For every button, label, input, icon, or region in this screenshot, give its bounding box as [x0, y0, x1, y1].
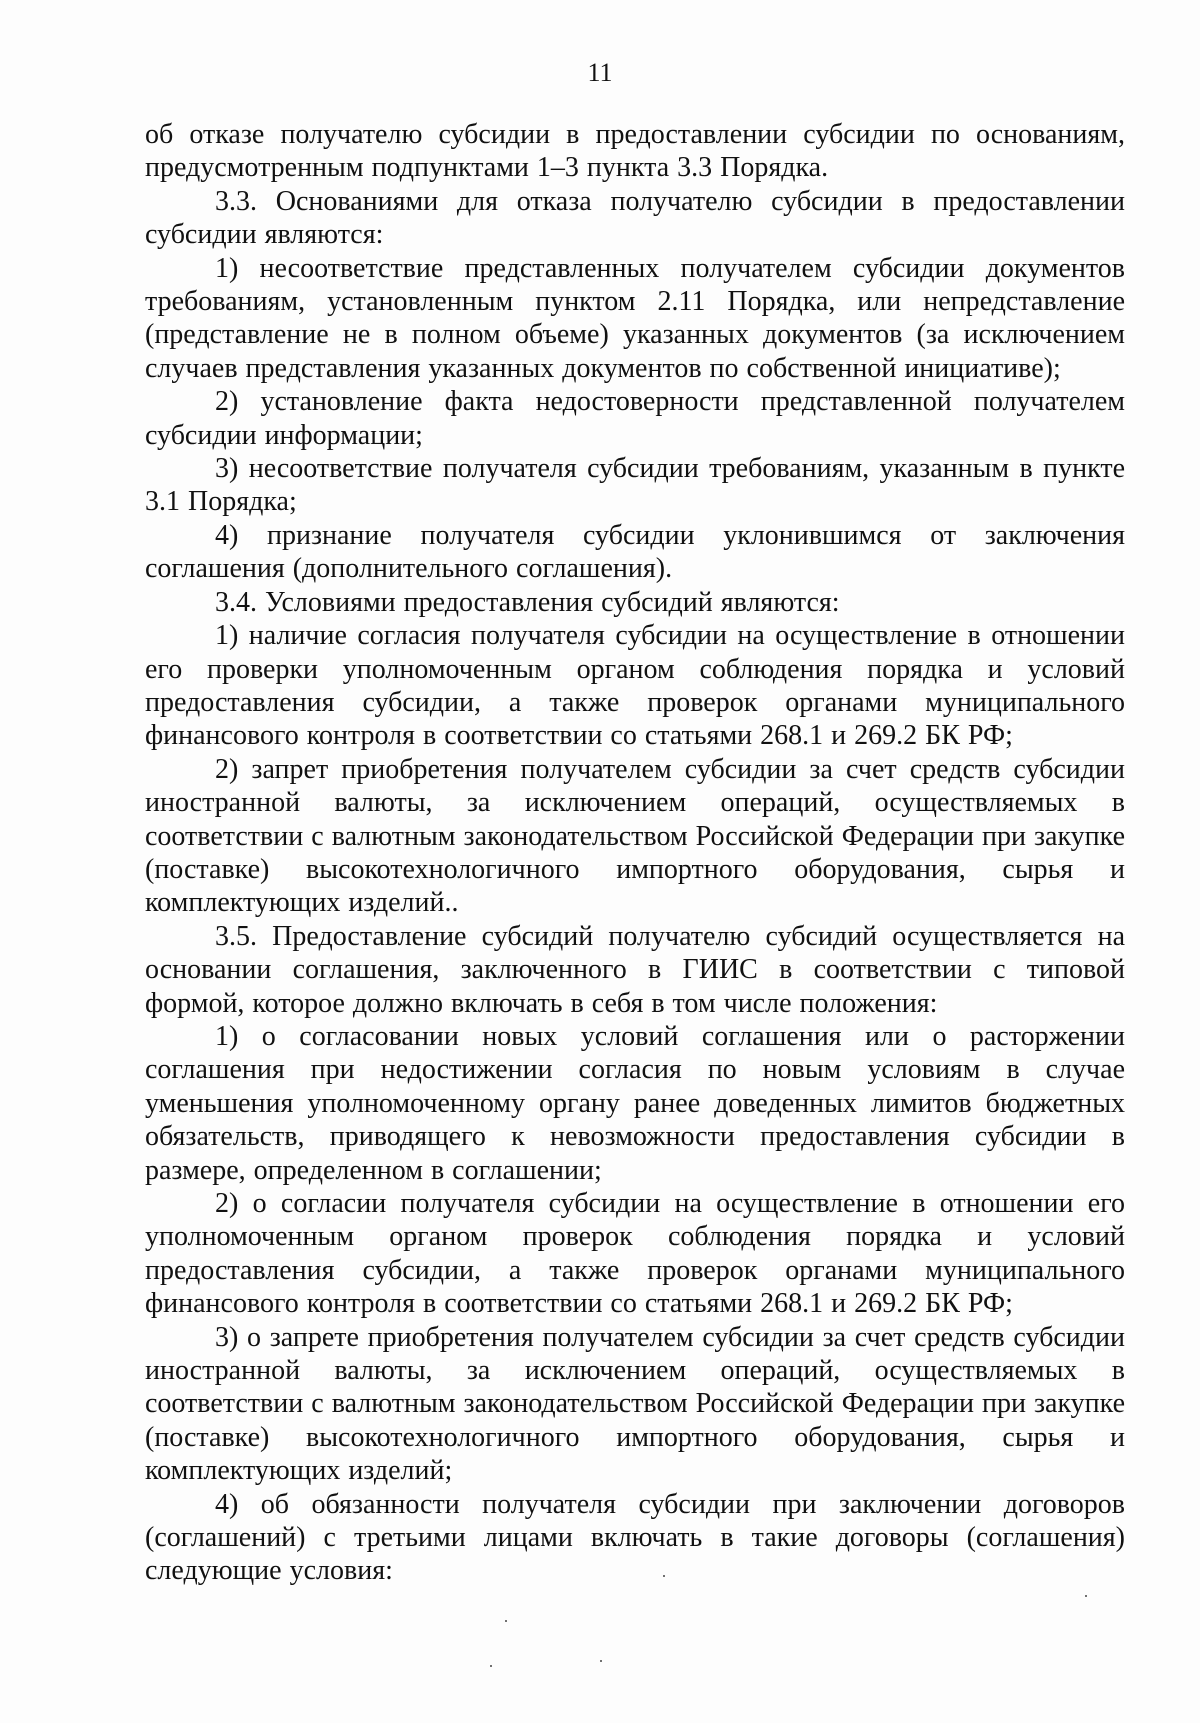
paragraph-continuation: об отказе получателю субсидии в предоставлении субсидии по основаниям, предусмотренным подпунктами 1–3 пункта 3.3 Порядка.	[145, 119, 1125, 184]
document-body	[145, 118, 1125, 1588]
scan-speck	[600, 1660, 602, 1662]
paragraph-3-5-heading: 3.5. Предоставление субсидий получателю субсидий осуществляется на основании соглашения, заключенного в ГИИС в соответствии с типовой формой, которое должно включать в себя в том числе положения:	[145, 920, 1125, 1019]
scan-speck	[1085, 1595, 1087, 1597]
paragraph-3-4-item-2: 2) запрет приобретения получателем субсидии за счет средств субсидии иностранной валюты, за исключением операций, осуществляемых в соответствии с валютным законодательством Российской Федерации при закупке (поставке) высокотехнологичного импортного оборудования, сырья и комплектующих изделий..	[145, 753, 1125, 919]
scan-speck	[663, 1575, 665, 1577]
paragraph-3-5-item-3: 3) о запрете приобретения получателем субсидии за счет средств субсидии иностранной валюты, за исключением операций, осуществляемых в соответствии с валютным законодательством Российской Федерации при закупке (поставке) высокотехнологичного импортного оборудования, сырья и комплектующих изделий;	[145, 1321, 1125, 1487]
scan-speck	[490, 1665, 492, 1667]
paragraph-3-3-heading: 3.3. Основаниями для отказа получателю субсидии в предоставлении субсидии являются:	[145, 185, 1125, 251]
paragraph-3-3-item-1: 1) несоответствие представленных получателем субсидии документов требованиям, установленным пунктом 2.11 Порядка, или непредставление (представление не в полном объеме) указанных документов (за исключением случаев представления указанных документов по собственной инициативе);	[145, 252, 1125, 384]
paragraph-3-3-item-4: 4) признание получателя субсидии уклонившимся от заключения соглашения (дополнительного соглашения).	[145, 519, 1125, 585]
paragraph-3-3-item-2: 2) установление факта недостоверности представленной получателем субсидии информации;	[145, 386, 1125, 451]
paragraph-3-5-item-4: 4) об обязанности получателя субсидии при заключении договоров (соглашений) с третьими лицами включать в такие договоры (соглашения) следующие условия:	[145, 1488, 1125, 1587]
paragraph-3-5-item-1: 1) о согласовании новых условий соглашения или о расторжении соглашения при недостижении согласия по новым условиям в случае уменьшения уполномоченному органу ранее доведенных лимитов бюджетных обязательств, приводящего к невозможности предоставления субсидии в размере, определенном в соглашении;	[145, 1020, 1125, 1186]
paragraph-3-4-item-1: 1) наличие согласия получателя субсидии на осуществление в отношении его проверки уполномоченным органом соблюдения порядка и условий предоставления субсидии, а также проверок органами муниципального финансового контроля в соответствии со статьями 268.1 и 269.2 БК РФ;	[145, 620, 1125, 752]
paragraph-3-5-item-2: 2) о согласии получателя субсидии на осуществление в отношении его уполномоченным органом проверок соблюдения порядка и условий предоставления субсидии, а также проверок органами муниципального финансового контроля в соответствии со статьями 268.1 и 269.2 БК РФ;	[145, 1188, 1125, 1320]
page-number: 11	[587, 58, 613, 87]
scan-speck	[505, 1620, 507, 1622]
paragraph-3-3-item-3: 3) несоответствие получателя субсидии требованиям, указанным в пункте 3.1 Порядка;	[145, 453, 1125, 518]
paragraph-3-4-heading: 3.4. Условиями предоставления субсидий являются:	[215, 586, 840, 618]
